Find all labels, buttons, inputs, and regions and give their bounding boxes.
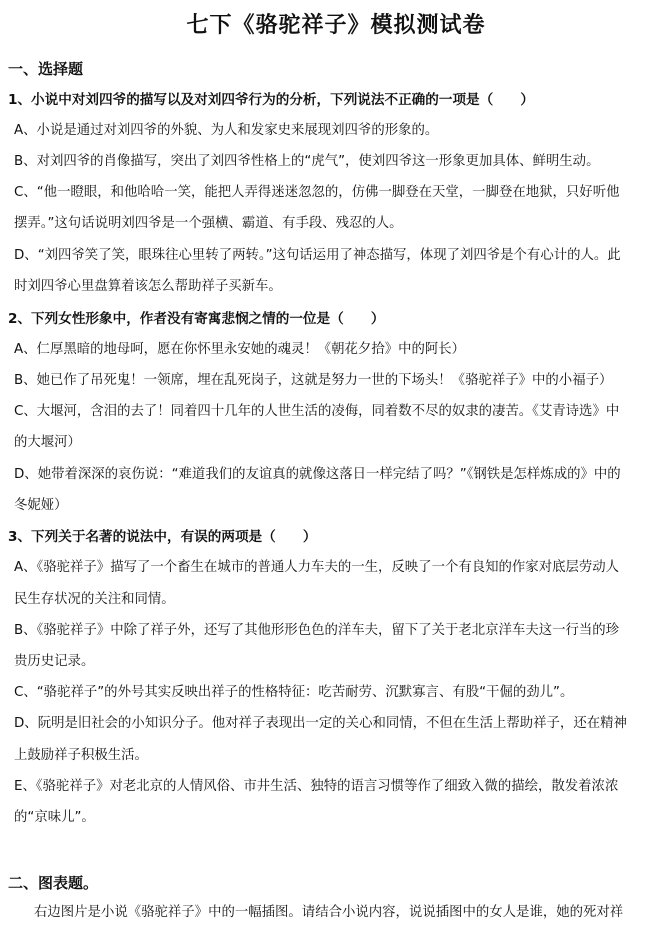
- question-1-stem: 1、小说中对刘四爷的描写以及对刘四爷行为的分析，下列说法不正确的一项是（ ）: [8, 92, 535, 108]
- question-3-option-e-line2: 的“京味儿”。: [14, 810, 95, 825]
- question-2-option-c-line2: 的大堰河）: [14, 435, 81, 450]
- question-1-option-a: A、小说是通过对刘四爷的外貌、为人和发家史来展现刘四爷的形象的。: [14, 123, 439, 138]
- question-1-option-b: B、对刘四爷的肖像描写，突出了刘四爷性格上的“虎气”，使刘四爷这一形象更加具体、鲜明生动。: [14, 154, 600, 169]
- question-2-option-a: A、仁厚黑暗的地母呵，愿在你怀里永安她的魂灵！《朝花夕拾》中的阿长）: [14, 342, 466, 357]
- question-2-option-b: B、她已作了吊死鬼！一领席，埋在乱死岗子，这就是努力一世的下场头！《骆驼祥子》中的小福子）: [14, 373, 613, 388]
- question-3-option-b-line2: 贵历史记录。: [14, 654, 95, 669]
- question-1-option-d-line1: D、“刘四爷笑了笑，眼珠往心里转了两转。”这句话运用了神态描写，体现了刘四爷是个有心计的人。此: [14, 248, 621, 263]
- question-2-option-d-line1: D、她带着深深的哀伤说：“难道我们的友谊真的就像这落日一样完结了吗？”《钢铁是怎样炼成的》中的: [14, 467, 621, 482]
- question-3-option-a-line2: 民生存状况的关注和同情。: [14, 592, 175, 607]
- question-1-option-c-line2: 摆弄。”这句话说明刘四爷是一个强横、霸道、有手段、残忍的人。: [14, 216, 403, 231]
- section-2-paragraph-line1: 右边图片是小说《骆驼祥子》中的一幅插图。请结合小说内容，说说插图中的女人是谁，她的死对祥: [34, 905, 624, 920]
- question-3-option-d-line1: D、阮明是旧社会的小知识分子。他对祥子表现出一定的关心和同情，不但在生活上帮助祥子，还在精神: [14, 716, 627, 731]
- question-3-option-b-line1: B、《骆驼祥子》中除了祥子外，还写了其他形形色色的洋车夫，留下了关于老北京洋车夫这一行当的珍: [14, 623, 620, 638]
- question-2-option-d-line2: 冬妮娅）: [14, 498, 68, 513]
- question-3-option-a-line1: A、《骆驼祥子》描写了一个畜生在城市的普通人力车夫的一生，反映了一个有良知的作家对底层劳动人: [14, 560, 620, 575]
- question-3-stem: 3、下列关于名著的说法中，有误的两项是（ ）: [8, 529, 317, 545]
- question-3-option-d-line2: 上鼓励祥子积极生活。: [14, 748, 148, 763]
- question-3-option-e-line1: E、《骆驼祥子》对老北京的人情风俗、市井生活、独特的语言习惯等作了细致入微的描绘，散发着浓浓: [14, 779, 619, 794]
- question-1-option-d-line2: 时刘四爷心里盘算着该怎么帮助祥子买新车。: [14, 279, 282, 294]
- question-1-option-c-line1: C、“他一瞪眼，和他哈哈一笑，能把人弄得迷迷忽忽的，仿佛一脚登在天堂，一脚登在地狱，只好听他: [14, 185, 620, 200]
- question-2-option-c-line1: C、大堰河，含泪的去了！同着四十几年的人世生活的凌侮，同着数不尽的奴隶的凄苦。《艾青诗选》中: [14, 404, 620, 419]
- question-2-stem: 2、下列女性形象中，作者没有寄寓悲悯之情的一位是（ ）: [8, 311, 385, 327]
- section-heading-chart: 二、图表题。: [8, 874, 99, 892]
- section-heading-choice: 一、选择题: [8, 60, 84, 78]
- question-3-option-c: C、“骆驼祥子”的外号其实反映出祥子的性格特征：吃苦耐劳、沉默寡言、有股“干倔的劲儿”。: [14, 685, 574, 700]
- page-title: 七下《骆驼祥子》模拟测试卷: [186, 12, 486, 38]
